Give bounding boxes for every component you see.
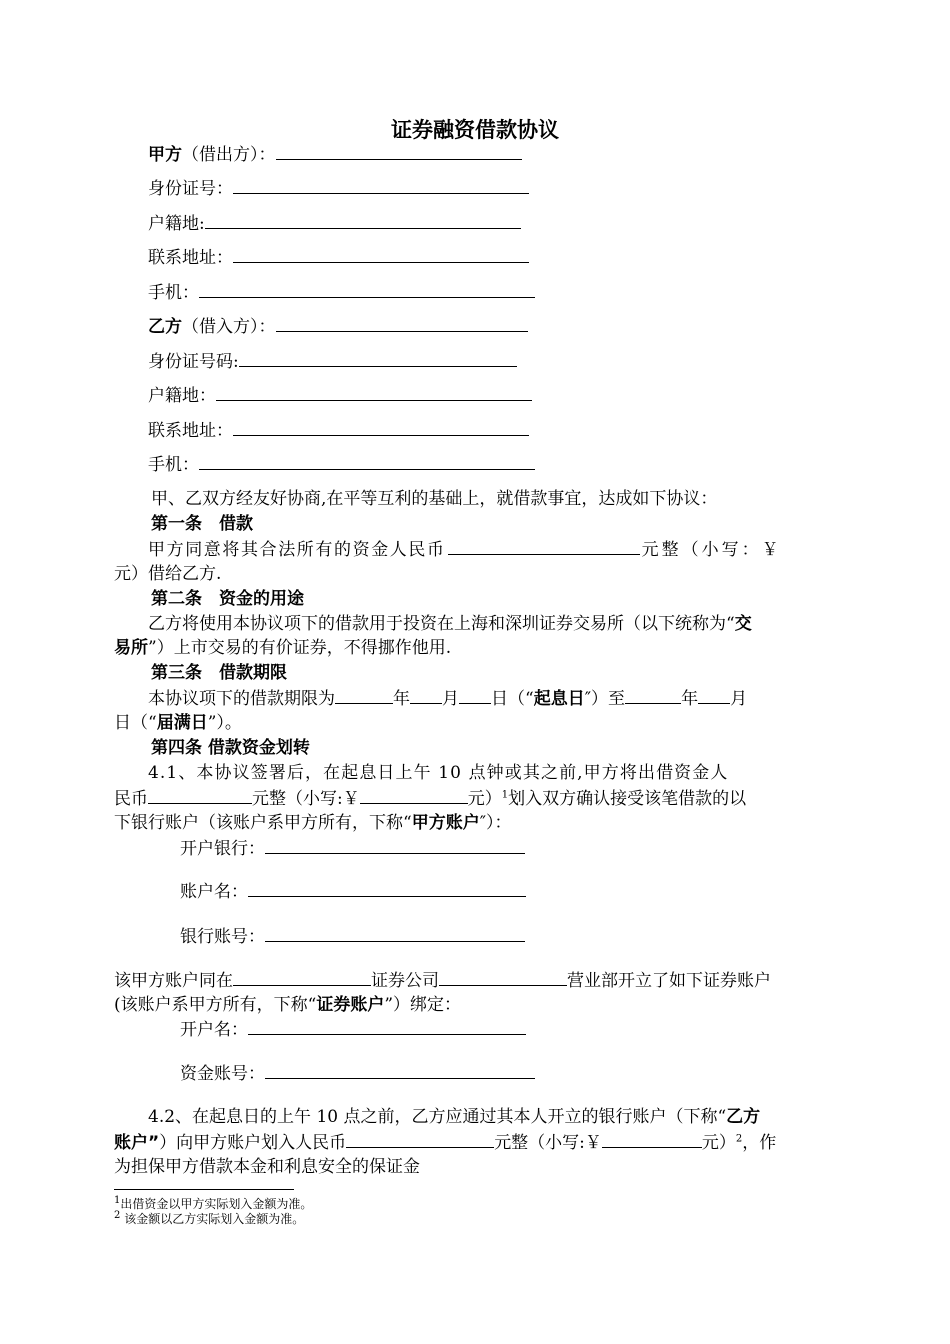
end-day-term: 届满日 bbox=[156, 713, 208, 733]
party-b-account-term-a: 乙方 bbox=[726, 1107, 761, 1127]
party-a-id-line bbox=[148, 176, 529, 200]
day-label: 日 bbox=[491, 689, 508, 709]
party-b-role: （借入方）： bbox=[182, 317, 276, 337]
account-no-label: 银行账号： bbox=[180, 927, 265, 947]
article-4-2-line-1 bbox=[148, 1105, 760, 1129]
party-b-phone-label: 手机： bbox=[148, 455, 199, 475]
party-a-id-label: 身份证号： bbox=[148, 179, 233, 199]
securities-text-b: 证券公司 bbox=[371, 971, 439, 991]
party-b-address-line bbox=[148, 418, 529, 442]
securities-text-d: (该账户系甲方所有，下称“ bbox=[114, 995, 317, 1015]
preamble: 甲、乙双方经友好协商,在平等互利的基础上，就借款事宜，达成如下协议： bbox=[151, 489, 718, 509]
start-day-term: 起息日 bbox=[533, 689, 585, 709]
article-4-1-text-a: 民币 bbox=[114, 789, 148, 809]
footnote-2-ref[interactable]: 2 bbox=[735, 1133, 743, 1145]
party-a-id-field[interactable] bbox=[233, 176, 529, 194]
account-name-label: 账户名： bbox=[180, 882, 248, 902]
fund-account-label: 资金账号： bbox=[180, 1064, 265, 1084]
article-4-2-line-2 bbox=[114, 1130, 776, 1154]
party-b-phone-field[interactable] bbox=[199, 452, 535, 470]
sec-name-label: 开户名： bbox=[180, 1020, 248, 1040]
account-no-field[interactable] bbox=[265, 924, 525, 942]
fund-account-line bbox=[180, 1061, 535, 1085]
party-b-account-term-b: 账户” bbox=[114, 1133, 160, 1153]
article-4-2-text-b: ）向甲方账户划入人民币 bbox=[159, 1133, 347, 1153]
article-1-line-1 bbox=[148, 537, 782, 561]
bank-label: 开户银行： bbox=[180, 839, 265, 859]
end-year-field[interactable] bbox=[625, 686, 681, 704]
deposit-words-field[interactable] bbox=[346, 1130, 494, 1148]
sec-name-line bbox=[180, 1017, 526, 1041]
party-b-domicile-label: 户籍地： bbox=[148, 386, 216, 406]
party-a-address-line bbox=[148, 245, 529, 269]
footnote-2 bbox=[114, 1212, 304, 1227]
securities-text-c: 营业部开立了如下证券账户 bbox=[567, 971, 771, 991]
article-2-text-b: 交 bbox=[734, 614, 752, 634]
securities-company-field[interactable] bbox=[233, 968, 371, 986]
bank-line bbox=[180, 836, 525, 860]
article-4-1-text-d: 划入双方确认接受该笔借款的以 bbox=[508, 789, 747, 809]
party-b-id-line bbox=[148, 349, 517, 373]
article-1-text-a: 甲方同意将其合法所有的资金人民币 bbox=[148, 540, 446, 560]
year-label-2: 年 bbox=[681, 689, 699, 709]
article-3-text-c: ″）至 bbox=[584, 689, 626, 709]
party-a-address-field[interactable] bbox=[233, 245, 529, 263]
account-name-line bbox=[180, 879, 526, 903]
article-2-text-a: 乙方将使用本协议项下的借款用于投资在上海和深圳证券交易所（以下统称为“ bbox=[148, 614, 735, 634]
bank-field[interactable] bbox=[265, 836, 525, 854]
month-label: 月 bbox=[442, 689, 459, 709]
article-4-heading: 第四条 借款资金划转 bbox=[151, 738, 310, 758]
account-no-line bbox=[180, 924, 525, 948]
article-4-1-line-2 bbox=[114, 786, 746, 810]
footnote-1-ref[interactable]: 1 bbox=[501, 789, 509, 801]
year-label: 年 bbox=[393, 689, 410, 709]
footnote-1-mark: 1 bbox=[114, 1195, 121, 1206]
securities-line-1 bbox=[114, 968, 771, 992]
article-4-1-text-e: 下银行账户（该账户系甲方所有，下称“ bbox=[114, 813, 412, 833]
article-4-2-text-a: 4.2、在起息日的上午 10 点之前，乙方应通过其本人开立的银行账户（下称“ bbox=[148, 1107, 727, 1127]
start-year-field[interactable] bbox=[335, 686, 393, 704]
article-1-text-b: 元整（小写：￥ bbox=[641, 540, 782, 560]
securities-line-2 bbox=[114, 993, 461, 1017]
party-a-phone-field[interactable] bbox=[199, 280, 535, 298]
account-name-field[interactable] bbox=[248, 879, 526, 897]
article-3-text-a: 本协议项下的借款期限为 bbox=[148, 689, 335, 709]
footnote-1 bbox=[114, 1197, 312, 1212]
fund-account-field[interactable] bbox=[265, 1061, 535, 1079]
party-b-name-field[interactable] bbox=[276, 314, 528, 332]
securities-text-e: ”）绑定： bbox=[384, 995, 462, 1015]
party-a-domicile-field[interactable] bbox=[205, 211, 521, 229]
footnote-divider bbox=[114, 1189, 294, 1190]
party-a-role: （借出方）： bbox=[182, 145, 276, 165]
document-title: 证券融资借款协议 bbox=[391, 118, 559, 142]
party-a-account-term: 甲方账户 bbox=[411, 813, 480, 833]
party-a-domicile-line bbox=[148, 211, 521, 235]
end-month-field[interactable] bbox=[698, 686, 730, 704]
branch-field[interactable] bbox=[439, 968, 567, 986]
loan-transfer-words-field[interactable] bbox=[148, 786, 252, 804]
article-3-heading: 第三条 借款期限 bbox=[151, 663, 287, 683]
article-4-2-text-d: 元） bbox=[701, 1133, 736, 1153]
party-b-line bbox=[148, 314, 528, 338]
article-4-1-line-1: 4.1、本协议签署后，在起息日上午 10 点钟或其之前,甲方将出借资金人 bbox=[148, 763, 729, 783]
party-a-domicile-label: 户籍地: bbox=[148, 214, 205, 234]
party-b-domicile-line bbox=[148, 383, 532, 407]
article-3-line-1 bbox=[148, 686, 747, 710]
exchange-term: 易所 bbox=[114, 638, 148, 658]
party-a-phone-label: 手机： bbox=[148, 283, 199, 303]
article-2-text-c: ”）上市交易的有价证券，不得挪作他用. bbox=[148, 638, 452, 658]
footnote-1-text: 出借资金以甲方实际划入金额为准。 bbox=[120, 1197, 313, 1211]
party-b-label: 乙方 bbox=[148, 317, 182, 337]
article-3-text-b: （“ bbox=[508, 689, 534, 709]
party-b-id-label: 身份证号码: bbox=[148, 352, 239, 372]
party-b-address-label: 联系地址： bbox=[148, 421, 233, 441]
party-a-phone-line bbox=[148, 280, 535, 304]
securities-account-term: 证券账户 bbox=[316, 995, 385, 1015]
loan-transfer-figures-field[interactable] bbox=[360, 786, 468, 804]
article-2-line-1 bbox=[148, 612, 752, 636]
party-b-phone-line bbox=[148, 452, 535, 476]
start-day-field[interactable] bbox=[459, 686, 491, 704]
start-month-field[interactable] bbox=[410, 686, 442, 704]
party-b-id-field[interactable] bbox=[239, 349, 517, 367]
party-a-name-field[interactable] bbox=[276, 142, 522, 160]
party-a-address-label: 联系地址： bbox=[148, 248, 233, 268]
article-4-2-text-c: 元整（小写:￥ bbox=[494, 1133, 602, 1153]
deposit-figures-field[interactable] bbox=[602, 1130, 702, 1148]
article-2-line-2 bbox=[114, 636, 451, 660]
article-3-text-d: 日（“ bbox=[114, 713, 157, 733]
article-4-2-text-e: ，作 bbox=[742, 1133, 777, 1153]
securities-text-a: 该甲方账户同在 bbox=[114, 971, 233, 991]
sec-name-field[interactable] bbox=[248, 1017, 526, 1035]
footnote-2-mark: 2 bbox=[114, 1210, 121, 1221]
article-2-heading: 第二条 资金的用途 bbox=[151, 589, 304, 609]
article-4-2-line-3: 为担保甲方借款本金和利息安全的保证金 bbox=[114, 1157, 420, 1177]
party-a-line bbox=[148, 142, 522, 166]
footnote-2-text: 该金额以乙方实际划入金额为准。 bbox=[120, 1212, 305, 1226]
article-1-heading: 第一条 借款 bbox=[151, 514, 253, 534]
party-b-address-field[interactable] bbox=[233, 418, 529, 436]
loan-amount-words-field[interactable] bbox=[448, 537, 640, 555]
article-4-1-text-b: 元整（小写:￥ bbox=[252, 789, 360, 809]
article-4-1-text-f: ″）： bbox=[479, 813, 512, 833]
article-3-text-e: ”）。 bbox=[207, 713, 242, 733]
article-1-line-2: 元）借给乙方. bbox=[114, 564, 222, 584]
month-label-2: 月 bbox=[730, 689, 748, 709]
article-3-line-2 bbox=[114, 711, 242, 735]
party-a-label: 甲方 bbox=[148, 145, 182, 165]
party-b-domicile-field[interactable] bbox=[216, 383, 532, 401]
article-4-1-text-c: 元） bbox=[467, 789, 502, 809]
article-4-1-line-3 bbox=[114, 811, 512, 835]
